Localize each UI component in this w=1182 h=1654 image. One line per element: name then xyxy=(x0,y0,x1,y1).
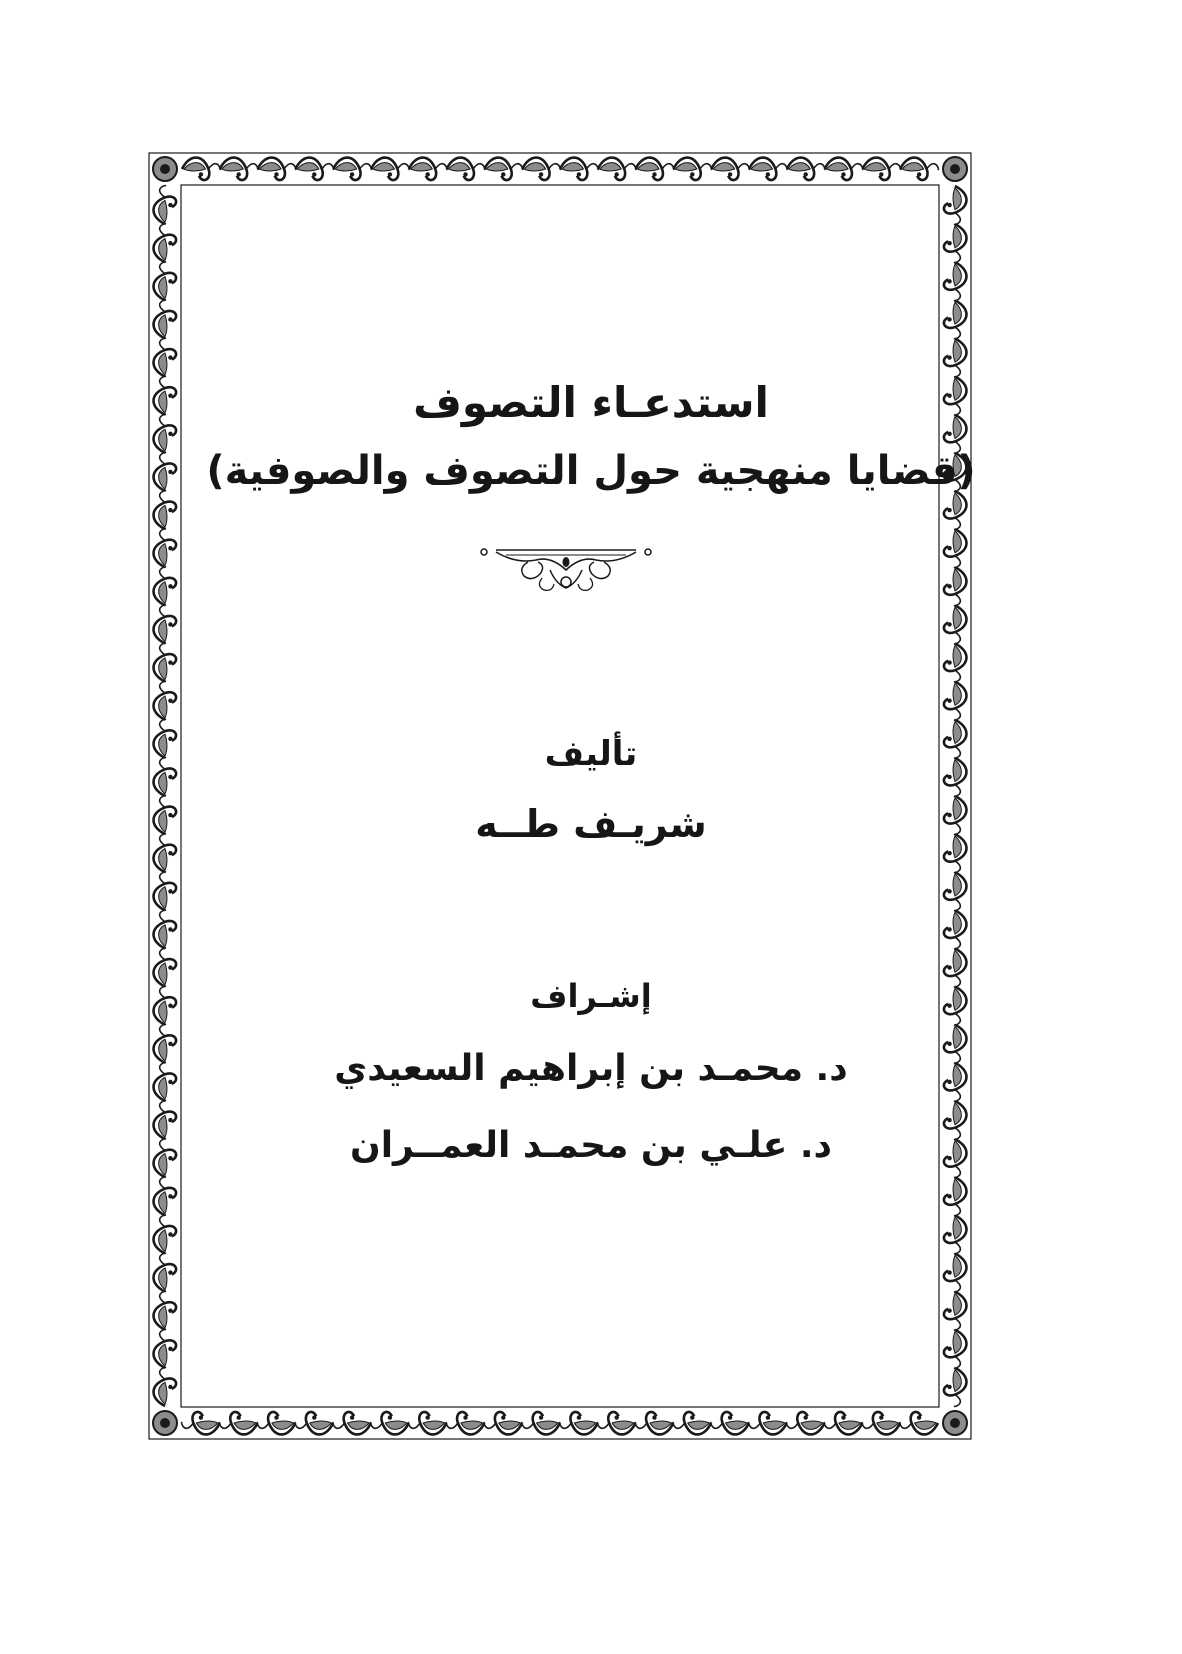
supervision-label: إشـراف xyxy=(530,977,652,1015)
supervisor-name: د. علـي بن محمـد العمــران xyxy=(349,1125,833,1166)
book-subtitle: (قضايا منهجية حول التصوف والصوفية) xyxy=(206,448,976,494)
author-name: شريـف طــه xyxy=(475,802,707,846)
ornamental-vine-border-icon xyxy=(148,152,972,1440)
supervisor-name: د. محمـد بن إبراهيم السعيدي xyxy=(334,1048,848,1089)
arabesque-divider-icon xyxy=(476,536,656,606)
author-label: تأليف xyxy=(544,734,638,774)
book-title: استدعـاء التصوف xyxy=(413,378,769,427)
